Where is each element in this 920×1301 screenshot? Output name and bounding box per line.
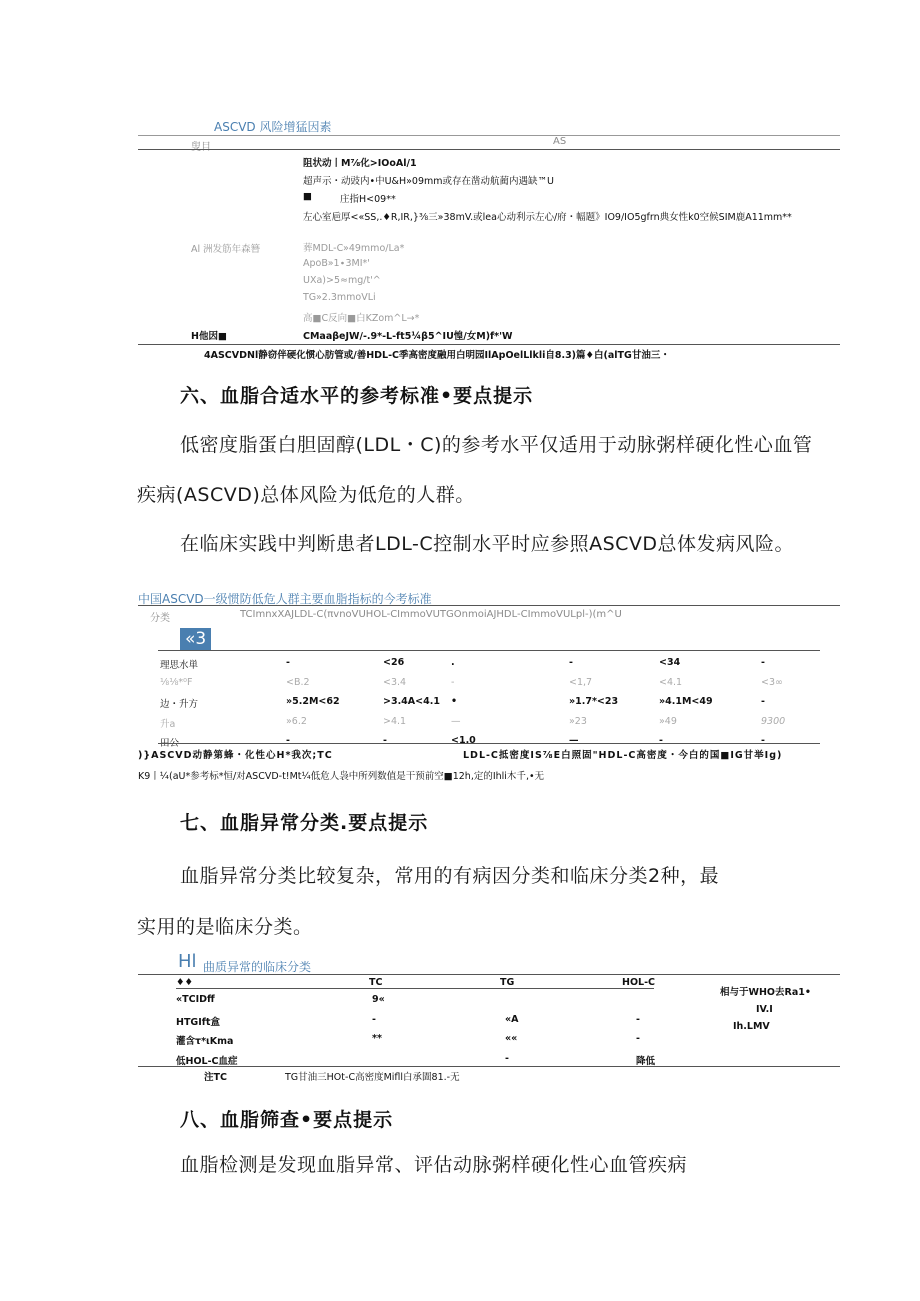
table2-cell: - <box>383 735 387 746</box>
section6-paragraph-1-line-1: 低密度脂蛋白胆固醇(LDL・C)的参考水平仅适用于动脉粥样硬化性心血管 <box>180 434 813 456</box>
table2-cell: >3.4A<4.1 <box>383 696 440 707</box>
table3-bottom-rule <box>138 1066 840 1067</box>
section7-paragraph-line-2: 实用的是临床分类。 <box>137 916 313 938</box>
table2-row-label: ⅛⅛*⁰F <box>160 676 193 688</box>
table3-row-label: 灌含τ*ιKma <box>176 1036 234 1047</box>
table3-caption: 曲质异常的临床分类 <box>203 960 312 974</box>
table1-group3-text: CMaaβeJW∕-.9*-L-ft5¼β5^IU惶/女M)f*'W <box>303 331 513 342</box>
table2-cell: <3.4 <box>383 676 407 688</box>
table3-badge: Hl <box>178 951 197 972</box>
table1-row-4: 左心室巵厚<«SS,.♦R,IR,}⅜三»38mV.或lea心动利示左心/府・幅题》IO9∕IO5gfrn典女性k0空候SIM鹿A11mm** <box>303 212 792 223</box>
table2-caption: 中国ASCVD一级惯防低危人群主要血脂指标的今考标准 <box>138 592 432 606</box>
table2-footnote-1b: LDL-C抵密度IS⅞E白照固"HDL-C高密度・今白的国■IG甘举Ig) <box>463 750 783 761</box>
table1-footnote: 4ASCVDNl静窃伴硬化惯心肪管或/善HDL-C季高密度融用白明园IlApOelLlkli自8.3)篇♦白(alTG甘油三・ <box>204 350 670 361</box>
section7-paragraph-line-1: 血脂异常分类比较复杂，常用的有病因分类和临床分类2种，最 <box>180 865 720 887</box>
table1-group2-row-3: UXa)>5≈mg∕t'^ <box>303 275 381 286</box>
table2-cell: »49 <box>659 715 677 727</box>
table2-cell: »1.7*<23 <box>569 696 619 707</box>
table2-cell: - <box>659 735 663 746</box>
table2-cell: - <box>761 657 765 668</box>
table3-top-rule <box>138 974 840 975</box>
table1-top-rule <box>138 135 840 136</box>
table3-cell: - <box>372 1013 376 1025</box>
section7-heading: 七、血脂异常分类.要点提示 <box>180 812 429 834</box>
section6-heading: 六、血脂合适水平的参考标准•要点提示 <box>180 385 534 407</box>
table2-cell: . <box>451 657 455 668</box>
section6-paragraph-2: 在临床实践中判断患者LDL-C控制水平时应参照ASCVD总体发病风险。 <box>180 533 795 555</box>
table3-row-label: 低HOL-C血症 <box>176 1055 238 1067</box>
table2-cell: <26 <box>383 657 405 668</box>
table2-cell: <1,7 <box>569 676 593 688</box>
table3-row-label: HTGIft盒 <box>176 1016 220 1028</box>
table1-bullet: ■ <box>303 191 312 202</box>
section8-paragraph-1: 血脂检测是发现血脂异常、评估动脉粥样硬化性心血管疾病 <box>180 1154 688 1176</box>
table2-cell: - <box>761 735 765 746</box>
table3-header-who: 相与于WHO去Ra1• <box>720 987 811 998</box>
table1-group2-row-1: 葬MDL-C»49mmo∕La* <box>303 243 405 254</box>
table1-row-1: 阻状动丨M⅞化>IOoAl/1 <box>303 158 417 169</box>
table2-cell: - <box>286 657 290 668</box>
table1-row-2: 超声示・动豉内•中U&H»09mm或存在凿动航蔺内遇缺™U <box>303 176 554 187</box>
table2-cell: <4.1 <box>659 676 683 688</box>
table2-footnote-1: )}ASCVD动静第蜂・化性心H*我次;TC <box>138 750 333 761</box>
table3-cell: 降低 <box>636 1055 656 1067</box>
table2-cell: »23 <box>569 715 587 727</box>
table2-header-label: 分类 <box>150 613 170 624</box>
table1-bottom-rule <box>138 344 840 345</box>
table2-row-label: 升a <box>160 718 176 730</box>
table2-bottom-rule <box>158 743 820 744</box>
table3-header-rule <box>176 988 654 989</box>
table2-cell: 9300 <box>761 715 786 727</box>
table1-group2-label: Al 洲发筋年森簪 <box>191 244 261 255</box>
section8-heading: 八、血脂筛查•要点提示 <box>180 1109 394 1131</box>
table3-who-note-1: IV.I <box>756 1004 773 1015</box>
table3-cell: - <box>636 1033 640 1044</box>
table2-header-rule <box>158 650 820 651</box>
table2-cell: <1.0 <box>451 735 476 746</box>
table3-cell: «« <box>505 1033 518 1044</box>
table3-header-type: ♦♦ <box>176 977 194 988</box>
table2-cell: - <box>569 657 573 668</box>
table2-row-label: 田公 <box>160 738 180 749</box>
table3-cell: - <box>505 1052 509 1064</box>
table2-cell: »6.2 <box>286 715 307 727</box>
table2-cell: »4.1M<49 <box>659 696 713 707</box>
table1-group3-label: H他因■ <box>191 331 227 342</box>
table2-cell: »5.2M<62 <box>286 696 340 707</box>
table2-cell: <34 <box>659 657 681 668</box>
table1-group2-row-5: 高■C反向■白KZom^L→* <box>303 313 420 324</box>
section6-paragraph-1-line-2: 疾病(ASCVD)总体风险为低危的人群。 <box>137 484 475 506</box>
table1-header-rule <box>138 149 840 150</box>
table2-header-columns: TCImnxXAJLDL-C(πvnoVUHOL-CImmoVUTGOnmoiAJHDL-CImmoVULpl-)(m^U <box>240 609 622 620</box>
table1-header-left: 叟目 <box>191 142 211 153</box>
table1-header-right: AS <box>553 136 567 147</box>
table3-cell: - <box>636 1013 640 1025</box>
table3-row-label: «TCIDff <box>176 994 215 1005</box>
table3-footnote-b: TG甘油三HOt-C高密度Mifll白承圊81.-无 <box>285 1072 460 1083</box>
table2-cell: - <box>761 696 765 707</box>
table2-cell: <3∞ <box>761 676 783 688</box>
table3-header-tg: TG <box>500 977 515 988</box>
table2-cell: — <box>451 715 461 727</box>
table2-top-rule <box>138 605 840 606</box>
table2-cell: >4.1 <box>383 715 407 727</box>
table3-header-tc: TC <box>369 977 383 988</box>
table2-row-label: 理思水単 <box>160 660 199 671</box>
table1-group2-row-4: TG»2.3mmoVLi <box>303 292 376 303</box>
table3-cell: ** <box>372 1033 382 1044</box>
table3-header-hdl: HOL-C <box>622 977 655 988</box>
table1-group2-row-2: ApoB»1∙3MI*' <box>303 258 370 269</box>
table2-footnote-2: K9丨¼(aU*参考标*恒/对ASCVD-t!Mt¼低危人袅中所列数值是干预前空■12h,定的Ihli木千,•无 <box>138 771 545 782</box>
table2-cell: - <box>451 676 455 688</box>
table2-cell: - <box>286 735 290 746</box>
table2-cell: — <box>569 735 579 746</box>
table1-row-3: 庄指H<09** <box>340 194 396 205</box>
table2-cell: • <box>451 696 458 707</box>
table2-badge: «3 <box>180 628 211 650</box>
table3-cell: «A <box>505 1013 519 1025</box>
table2-row-label: 边・升方 <box>160 699 199 710</box>
table3-footnote-a: 注TC <box>204 1072 227 1083</box>
table1-caption: ASCVD 风险增猛因素 <box>214 120 332 134</box>
table3-who-note-2: Ih.LMV <box>733 1021 770 1032</box>
table3-cell: 9« <box>372 994 385 1005</box>
table2-cell: <B.2 <box>286 676 310 688</box>
